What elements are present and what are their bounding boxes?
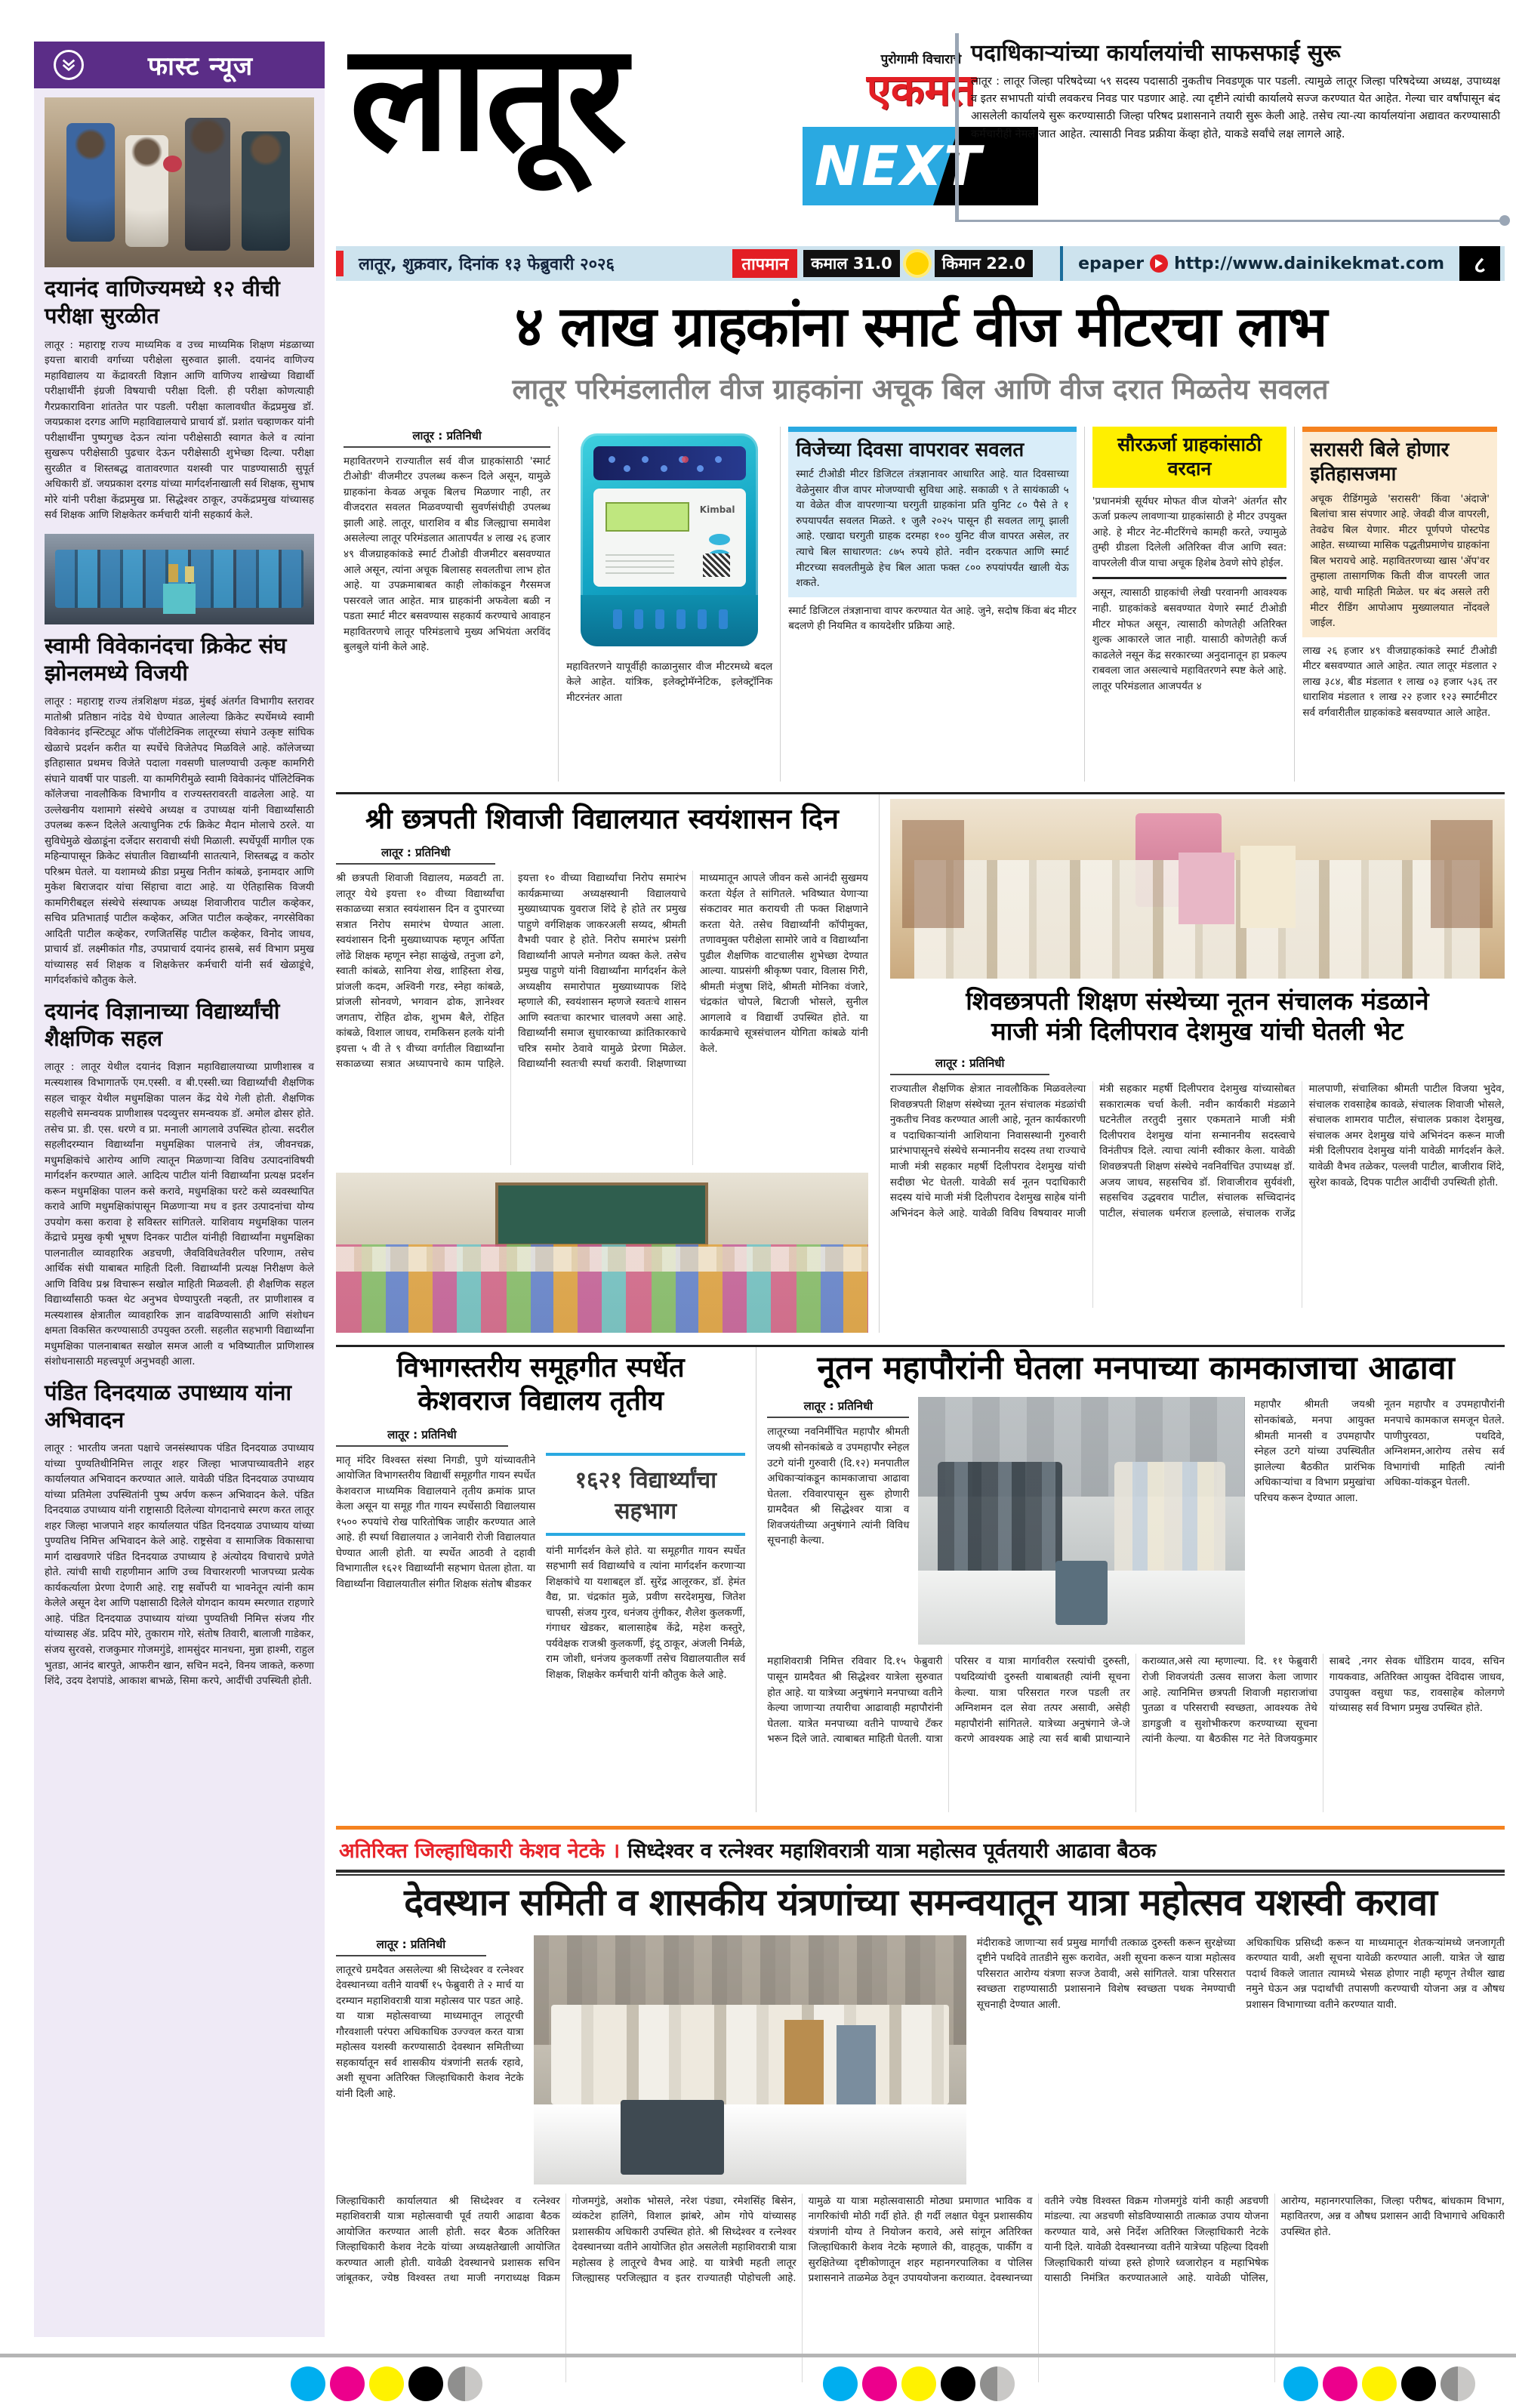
fast-news-title: फास्ट न्यूज	[147, 51, 254, 82]
epaper-url[interactable]: http://www.dainikekmat.com	[1174, 254, 1444, 273]
kicker-subject: सिध्देश्वर व रत्नेश्वर महाशिवरात्री यात्रा महोत्सव पूर्वतयारी आढावा बैठक	[627, 1839, 1157, 1864]
lead-story-columns	[336, 427, 1505, 782]
devasthan-kicker	[336, 1826, 1505, 1868]
lead-subhead: लातूर परिमंडलातील वीज ग्राहकांना अचूक बिल आणि वीज दरात मिळतेय सवलत	[512, 372, 1329, 405]
section-samuh-and-mayor	[336, 1345, 1505, 1812]
bhet-dateline: लातूर : प्रतिनिधी	[890, 1054, 1050, 1075]
cyan-dot	[1283, 2366, 1318, 2401]
infobox-day-discount-title: विजेच्या दिवसा वापरावर सवलत	[796, 438, 1025, 461]
samuhgeet-headline: विभागस्तरीय समूहगीत स्पर्धेत केशवराज विद्यालय तृतीय	[396, 1352, 685, 1417]
bhet-body: राज्यातील शैक्षणिक क्षेत्रात नावलौकिक मिळवलेल्या शिवछत्रपती शिक्षण संस्थेच्या नूतन संचालक मंडळांची नुकतीच निवड करण्यात आली आहे, नूतन कार्यकारणी व पदाधिकाऱ्यांनी आशियाना निवासस्थानी गुरुवारी प्रारंभापासूनचे संस्थेचे सन्माननीय सदस्य तथा राज्याचे माजी मंत्री सहकार महर्षी दिलीपराव देशमुख यांची सदीछा भेट घेतली. यावेळी सर्व नूतन पदाधिकारी सदस्य यांचे माजी मंत्री दिलीपराव देशमुख साहेब यांनी अभिनंदन केले आहे. यावेळी विविध विषयावर माजी मंत्री सहकार महर्षी दिलीपराव देशमुख यांच्यासोबत सकारात्मक चर्चा केली. नवीन कार्यकारी मंडळाने घटनेतील तरतुदी नुसार एकमताने माजी मंत्री दिलीपराव देशमुख यांना सन्माननीय सदस्त्वाचे विनंतीपत्र दिले. त्याचा त्यांनी स्वीकार केला. यावेळी शिवछत्रपती शिक्षण संस्थेचे नवनिर्वाचित उपाध्यक्ष डॉ. अजय जाधव, सहसचिव डॉ. शिवाजीराव सुर्यवंशी, सहसचिव उद्धवराव पाटील, संचालक सच्चिदानंद पाटील, संचालक धर्मराज हल्लाळे, संचालक राजेंद्र मालपाणी, संचालिका श्रीमती पाटील विजया भुदेव, संचालक रावसाहेब कावळे, संचालक शिवाजी भोसले, संचालक शामराव पाटील, संचालक प्रकाश देशमुख, संचालक अमर देशमुख यांचे अभिनंदन करून माजी मंत्री दिलीपराव देशमुख यांनी यावेळी मार्गदर्शन केले. यावेळी वैभव तळेकर, पल्लवी पाटील, बाजीराव शिंदे, सुरेश कावळे, दिपक पाटील आदींची उपस्थिती होती.	[889, 1083, 1505, 1219]
mayor-headline: नूतन महापौरांनी घेतला मनपाच्या कामकाजाचा आढावा	[817, 1349, 1455, 1388]
infobox-day-discount-body: स्मार्ट टीओडी मीटर डिजिटल तंत्रज्ञानावर आधारित आहे. यात दिवसाच्या वेळेनुसार वीज वापर मोजण्याची सुविधा आहे. सकाळी ९ ते सायंकाळी ५ या वेळेत वीज वापरणाऱ्या घरगुती ग्राहकांना प्रति युनिट ८० पैसे ते १ रुपयापर्यंत सवलत मिळते. १ जुलै २०२५ पासून ही सवलत लागू झाली आहे. एखादा घरगुती ग्राहक दरमहा १०० युनिट वीज वापरत असेल, तर त्याचे बिल साधारणत: ८७५ रुपये होते. नवीन दरकपात आणि स्मार्ट मीटरच्या सवलतीमुळे हेच बिल आता फक्त ८०० रुपयांपर्यंत खाली येऊ शकते.	[796, 468, 1069, 590]
exam-centre-photo	[45, 97, 314, 267]
devasthan-colR2: अधिकाधिक प्रसिध्दी करून या माध्यमातून शेतकऱ्यांमध्ये जनजागृती करण्यात यावी, अशी सूचना यावेळी करण्यात आली. यात्रेत जे खाद्य पदार्थ विकले जातात त्यामध्ये भेसळ होणार नाही म्हणून तेथील खाद्य नमुने घेऊन अन्न पदार्थांची तपासणी करण्याची योजना अन्न व औषध प्रशासन विभागाच्या वतीने करण्यात यावी.	[1246, 1936, 1505, 2011]
sidebar-article-body-1: लातूर : महाराष्ट्र राज्य माध्यमिक व उच्च माध्यमिक शिक्षण मंडळाच्या इयत्ता बारावी वर्गाच्या परीक्षेला सुरुवात झाली. दयानंद वाणिज्य महाविद्यालय या केंद्रावरती विज्ञान आणि वाणिज्य शाखेच्या विद्यार्थी परीक्षार्थींनी इंग्रजी विषयाची परीक्षा दिली. ही परीक्षा कोणत्याही गैरप्रकाराविना शांततेत पार पडली. परीक्षा कालावधीत केंद्रप्रमुख डॉ. जयप्रकाश दरगड आणि महाविद्यालयाचे प्राचार्य डॉ. प्रशांत चव्हाणकर यांनी परीक्षार्थींना पुष्पगुच्छ देऊन त्यांना परीक्षेसाठी स्वागत केले व त्यांना सुखरूप परीक्षेसाठी पुढचार देऊन परीक्षेसाठी शुभेच्छा दिल्या. परीक्षा सुरळीत व शिस्तबद्ध वातावरणात यशस्वी पार पाडण्यासाठी सुपूर्त अधिकारी डॉ. जयप्रकाश दरगड यांच्या मार्गदर्शनाखाली सर्व शिक्षक, सुभाष मोरे यांनी परीक्षा केंद्रप्रमुख प्रा. सिद्धेश्वर ठाकूर, उपकेंद्रप्रमुख यांच्यासह सर्व शिक्षक आणि शिक्षकेतर कर्मचारी यांनी सहकार्य केले.	[45, 338, 314, 522]
lead-body-col1: महावितरणने राज्यातील सर्व वीज ग्राहकांसाठी 'स्मार्ट टीओडी' वीजमीटर उपलब्ध करून दिले असून, यामुळे ग्राहकांना केवळ अचूक बिलच मिळणार नाही, तर वीजदरात सवलत मिळवण्याची सुवर्णसंधीही उपलब्ध झाली आहे. लातूर, धाराशिव व बीड जिल्ह्याचा समावेश असलेल्या लातूर परिमंडलात आतापर्यंत ४ लाख २६ हजार ४९ वीजग्राहकांकडे स्मार्ट टीओडी वीजमीटर बसवण्यात आले असून, त्यांना अचूक बिलासह सवलतीचा लाभ होत आहे. या उपक्रमाबाबत काही लोकांकडून गैरसमज पसरवले जात आहेत. मात्र ग्राहकांनी अफवेला बळी न पडता स्मार्ट मीटर बसवण्यास सहकार्य करण्याचे आवाहन महावितरणचे लातूर परिमंडलाचे मुख्य अभियंता अरविंद बुलबुले यांनी केले आहे.	[344, 455, 551, 654]
devasthan-headline: देवस्थान समिती व शासकीय यंत्रणांच्या समन्वयातून यात्रा महोत्सव यशस्वी करावा	[404, 1881, 1437, 1925]
gray-dot	[448, 2366, 482, 2401]
devasthan-body-bottom: जिल्हाधिकारी कार्यालयात श्री सिध्देश्वर व रत्नेश्वर महाशिवरात्री यात्रा महोत्सवाची पूर्व तयारी आढावा बैठक आयोजित करण्यात आली होती. सदर बैठक अतिरिक्त जिल्हाधिकारी केशव नेटके यांच्या अध्यक्षतेखाली आयोजित करण्यात आली होती. यावेळी देवस्थानचे प्रशासक सचिन जांबूतकर, ज्येष्ठ विश्वस्त तथा माजी नगराध्यक्ष विक्रम गोजमगुंडे, अशोक भोसले, नरेश पंड्या, रमेशसिंह बिसेन, व्यंकटेश हालिंगे, विशाल झांबरे, ओम गोपे यांच्यासह प्रशासकीय अधिकारी उपस्थित होते. श्री सिध्देश्वर व रत्नेश्वर देवस्थानच्या वतीने आयोजित होत असलेली महाशिवरात्री यात्रा महोत्सव हे लातूरचे वैभव आहे. या यात्रेची महती लातूर जिल्ह्यासह परजिल्ह्यात व इतर राज्यातही पोहोचली आहे. यामुळे या यात्रा महोत्सवासाठी मोठ्या प्रमाणात भाविक व नागरिकांची मोठी गर्दी होते. ही गर्दी लक्षात घेवून प्रशासकीय यंत्रणांनी योग्य ते नियोजन करावे, असे सांगून अतिरिक्त जिल्हाधिकारी केशव नेटके म्हणाले की, वाहतूक, पार्कींग व सुरक्षितेच्या दृष्टीकोणातून शहर महानगरपालिका व पोलिस प्रशासनाने ताळमेळ ठेवून उपाययोजना कराव्यात. देवस्थानच्या वतीने ज्येष्ठ विश्वस्त विक्रम गोजमगुंडे यांनी काही अडचणी मांडल्या. त्या अडचणी सोडविण्यासाठी तात्काळ उपाय योजना करण्यात यावे, असे निर्देश अतिरिक्त जिल्हाधिकारी नेटके यानी दिले. यावेळी देवस्थानच्या वतीने यात्रेच्या पहिल्या दिवशी जिल्हाधिकारी यांच्या हस्ते होणारे ध्वजारोहन व महाभिषेक यासाठी निमंत्रित करण्यातआले आहे. यावेळी पोलिस, आरोग्य, महानगरपालिका, जिल्हा परीषद, बांधकाम विभाग, महावितरण, अन्न व औषध प्रशासन आदी विभागाचे अधिकारी उपस्थित होते.	[336, 2194, 1505, 2285]
infobox-solar-title: सौरऊर्जा ग्राहकांसाठी वरदान	[1092, 427, 1287, 488]
next-logo-text: NEXT	[815, 134, 983, 198]
infobox-solar-body: 'प्रधानमंत्री सूर्यघर मोफत वीज योजने' अंतर्गत सौर ऊर्जा प्रकल्प लावणाऱ्या ग्राहकांसाठी हे मीटर उपयुक्त आहे. हे मीटर नेट-मीटरिंगचे कामही करते, ज्यामुळे तुम्ही ग्रीडला दिलेली अतिरिक्त वीज आणि स्वत: वापरलेली वीज याचा अचूक हिशेब ठेवणे सोपे होईल.	[1092, 495, 1287, 569]
temperature-max: कमाल 31.0	[803, 250, 900, 277]
yellow-dot	[369, 2366, 404, 2401]
top-right-brief-title: पदाधिकाऱ्यांच्या कार्यालयांची साफसफाई सुरू	[971, 40, 1341, 66]
edition-date: लातूर, शुक्रवार, दिनांक १३ फेब्रुवारी २०२६	[359, 255, 615, 274]
devasthan-colR1: मंदीराकडे जाणाऱ्या सर्व प्रमुख मार्गांची तत्काळ दुरुस्ती करून सुरक्षेच्या दृष्टीने पथदिवे तातडीने सुरू करावेत, अशी सूचना करून यात्रा महोत्सव परिसरात आरोग्य यंत्रणा सज्ज ठेवावी, असे सांगितले. यात्रा परिसरात स्वच्छता राहण्यासाठी प्रशासनाने विशेष स्वच्छता पथक नेमण्याची सूचनाही देण्यात आली.	[976, 1936, 1236, 2011]
samuhgeet-story	[336, 1347, 756, 1812]
top-right-brief-body: लातूर : लातूर जिल्हा परिषदेच्या ५९ सदस्य पदासाठी नुकतीच निवडणूक पार पडली. त्यामुळे लातूर जिल्हा परिषदेच्या अध्यक्ष, उपाध्यक्ष व इतर सभापती यांची लवकरच निवड पार पडणार आहे. त्या दृष्टीने त्यांची कार्यालये सज्ज करण्यात येत आहेत. गेल्या चार वर्षांपासून बंद आसलेली कार्यालये सुरू करण्यासाठी जिल्हा परिषद प्रशासनाने तयारी सुरू केली आहे. तसेच त्या-त्या कार्यालयांना अद्यावत करण्यासाठी कर्मचारीही नेमले जात आहेत. त्यासाठी निवड प्रक्रीया केंव्हा होते, याकडे सर्वांचे लक्ष लागले आहे.	[971, 76, 1500, 140]
kicker-separator: ।	[612, 1839, 621, 1864]
cyan-dot	[291, 2366, 325, 2401]
sidebar-article-title-2: स्वामी विवेकानंदचा क्रिकेट संघ झोनलमध्ये विजयी	[45, 632, 287, 686]
devasthan-col1: लातूरचे ग्रमदैवत असलेल्या श्री सिध्देश्वर व रत्नेश्वर देवस्थानच्या वतीने यावर्षी १५ फेब्रुवारी ते २ मार्च या दरम्यान महाशिवरात्री यात्रा महोत्सव पार पडत आहे. या यात्रा महोत्सवाच्या माध्यमातून लातूरची गौरवशाली परंपरा अधिकाधिक उज्ज्वल करत यात्रा महोत्सव यशस्वी करण्यासाठी देवस्थान समितीच्या सहकार्यातून सर्व शासकीय यंत्रणांनी सतर्क रहावे, अशी सूचना अतिरिक्त जिल्हाधिकारी केशव नेटके यांनी दिली आहे.	[336, 1963, 524, 2100]
school-story	[336, 794, 880, 1333]
gray-dot	[980, 2366, 1015, 2401]
sidebar-article-title-4: पंडित दिनदयाळ उपाध्याय यांना अभिवादन	[45, 1379, 291, 1433]
bhet-story	[880, 794, 1505, 1333]
school-dateline: लातूर : प्रतिनिधी	[336, 843, 495, 865]
samuhgeet-col2: यांनी मार्गदर्शन केले होते. या समूहगीत गायन स्पर्धेत सहभागी सर्व विद्यार्थ्यांचे व त्यांना मार्गदर्शन करणाऱ्या शिक्षकांचे या यशाबद्दल डॉ. सुरेंद्र आलूरकर, डॉ. हेमंत वैद्य, प्रा. चंद्रकांत मुळे, प्रवीण सरदेशमुख, जितेश चापसी, संजय गुरव, धनंजय तुंगीकर, शैलेश कुलकर्णी, गंगाधर खेडकर, बालासाहेब केंद्रे, महेश कस्तुरे, पर्यवेक्षक राजश्री कुलकर्णी, इंदू ठाकूर, अंजली निर्मळे, राम जोशी, धनंजय कुलकर्णी तसेच विद्यालयातील सर्व शिक्षक, शिक्षकेर कर्मचारी यांनी कौतुक केले आहे.	[546, 1544, 746, 1681]
samuhgeet-dateline: लातूर : प्रतिनिधी	[336, 1426, 508, 1447]
mayor-story	[756, 1347, 1505, 1812]
black-dot	[941, 2366, 975, 2401]
masthead	[336, 12, 1505, 246]
sidebar-article-title-3: दयानंद विज्ञानाच्या विद्यार्थ्यांची शैक्षणिक सहल	[45, 997, 280, 1052]
devasthan-story	[336, 1826, 1505, 2382]
sidebar-article-body-3: लातूर : लातूर येथील दयानंद विज्ञान महाविद्यालयाच्या प्राणीशास्त्र व मत्स्यशास्त्र विभागातर्फे एम.एस्सी. व बी.एस्सी.च्या विद्यार्थ्यांची शैक्षणिक सहल चाकूर येथील मधुमक्षिका पालन केंद्र येथे गेली होती. शैक्षणिक सहलीचे समन्वयक प्राणीशास्त्र पदव्युत्तर समन्वयक डॉ. अमोल ढोसर होते. तसेच प्रा. डी. एस. धरणे व प्रा. मनाली आगलावे उपस्थित होत्या. सदरील सहलीदरम्यान विद्यार्थ्यांना मधुमक्षिका पालनाचे तंत्र, जीवनचक्र, मधुमक्षिकांचे आरोग्य आणि त्यातून मिळणाऱ्या विविध उत्पादनांविषयी मार्गदर्शन करण्यात आले. आदित्य पाटील यांनी विद्यार्थ्यांना प्रत्यक्ष प्रदर्शन करून मधुमक्षिका पालन कसे करावे, मधुमक्षिका घरटे कसे व्यवस्थापित करावे आणि मधुमक्षिकांपासून मिळणाऱ्या मध व इतर उत्पादनांचा योग्य उपयोग कसा करावा हे सविस्तर सांगितले. याशिवाय मधुमक्षिका पालन केंद्राचे प्रमुख कृषी भूषण दिनकर पाटील यांनीही विद्यार्थ्यांना मधुमक्षिका पालनातील व्यावहारिक अडचणी, जैवविविधतेवरील परिणाम, तसेच आर्थिक संधी याबाबत माहिती दिली. विद्यार्थ्यांनी प्रत्यक्ष निरीक्षण केले आणि विविध प्रश्न विचारून सखोल माहिती मिळवली. ही शैक्षणिक सहल विद्यार्थ्यांसाठी फक्त थेट अनुभव घेण्यापुरती नव्हती, तर प्राणीशास्त्र व मत्स्यशास्त्र क्षेत्रातील व्यावहारिक ज्ञान वाढविण्यासाठी आणि संशोधन क्षमता विकसित करण्यासाठी उपयुक्त ठरली. सहलीत सहभागी विद्यार्थ्यांना मधुमक्षिका पालनाबाबत सखोल समज आली व भविष्यातील प्राणिशास्त्र संशोधनासाठी महत्त्वपूर्ण अनुभवही आला.	[45, 1061, 314, 1368]
sidebar-article-body-4: लातूर : भारतीय जनता पक्षाचे जनसंस्थापक पंडित दिनदयाळ उपाध्याय यांच्या पुण्यतिथीनिमित्त लातूर शहर जिल्हा भाजपाच्यावतीने शहर कार्यालयात अभिवादन करण्यात आले. यावेळी पंडित दिनदयाळ उपाध्याय यांच्या प्रतिमेला उपस्थितांनी पुष्प अर्पण करून अभिवादन केले. पंडित दिनदयाळ उपाध्याय यांनी राष्ट्रासाठी दिलेल्या योगदानाचे स्मरण करत लातूर शहर जिल्हा भाजपाने शहर कार्यालयात पंडित दिनदयाळ उपाध्याय यांच्या पुण्यतिथ निमित्त अभिवादन केले आहे. राष्ट्रसेवा व सामाजिक विकासाचा मार्ग दाखवणारे पंडित दिनदयाळ उपाध्याय हे अंत्योदय विचाराचे प्रणेते होते. त्यांची साधी राहणीमान आणि उच्च विचारशरणी भाजपच्या प्रत्येक कार्यकर्त्याला प्रेरणा देणारी आहे. राष्ट्र सर्वोपरी या भावनेतून त्यांनी काम केलेले असून देश आणि पक्षासाठी दिलेले योगदान कायम स्मरणात राहणारे आहे. पंडित दिनदयाळ उपाध्याय यांच्या पुण्यतिथी निमित्त संजय गीर यांच्यासह ॲड. प्रदिप मोरे, तुकाराम गोरे, संतोष तिवारी, बालाजी गाडेकर, संजय सुरवसे, राजकुमार गोजमगुंडे, शामसुंदर मानधना, मुन्ना हाश्मी, राहुल भुतडा, आनंद बारपुते, आफरीन खान, सचिन मदने, विनय जाकते, करुणा शिंदे, उदय देशपांडे, आकाश बाभळे, सिमा करपे, आदींची उपस्थिती होती.	[45, 1442, 314, 1688]
mayor-meeting-photo	[918, 1397, 1245, 1645]
gray-dot	[1441, 2366, 1475, 2401]
black-dot	[408, 2366, 443, 2401]
sidebar-article-body-2: लातूर : महाराष्ट्र राज्य तंत्रशिक्षण मंडळ, मुंबई अंतर्गत विभागीय स्तरावर मातोश्री प्रतिष्ठान नांदेड येथे घेण्यात आलेल्या क्रिकेट स्पर्धेमध्ये स्वामी विवेकानंद इन्स्टिट्यूट ऑफ पॉलीटेक्निक लातूरच्या संघाने उत्कृष्ट सांघिक खेळाचे प्रदर्शन करीत या स्पर्धेचे विजेतेपद मिळविले आहे. कॉलेजच्या इतिहासात प्रथमच विजेते पदाला गवसणी घालण्याची उत्कृष्ट कामगिरी संघाने यावर्षी पार पाडली. या कामगिरीमुळे स्वामी विवेकानंद पॉलिटेक्निक कॉलेजचा नावलौकिक विभागीय व राज्यस्तरावरती वाढलेला आहे. या उल्लेखनीय यशामागे संस्थेचे अध्यक्ष व उपाध्यक्ष यांनी विद्यार्थ्यांसाठी उपलब्ध करून दिलेले अत्याधुनिक टर्फ क्रिकेट मैदान मोलाचे ठरले. या सुविधेमुळे खेळाडूंना दर्जेदार सरावाची संधी मिळाली. स्पर्धेपूर्वी मागील एक महिन्यापासून क्रिकेट संघातील विद्यार्थ्यांनी सातत्याने, शिस्तबद्ध व कठोर परिश्रम घेतले. या यशामध्ये क्रीडा प्रमुख नितीन कांबळे, इनामदार आणि मुकेश बिराजदार यांचा सिंहाचा वाटा आहे. या ऐतिहासिक विजयी कामगिरीबद्दल संस्थेचे संस्थापक अध्यक्ष शिवाजीराव पाटील कव्हेकर, सचिव प्रतिभाताई पाटील कव्हेकर, अजित पाटील कव्हेकर, नगरसेविका आदिती पाटील कव्हेकर, रणजितसिंह पाटील कव्हेकर, विनोद जाधव, प्राचार्य डॉ. लक्ष्मीकांत गौड, उपप्राचार्य दयानंद हासबे, सर्व विभाग प्रमुख यांच्यासह सर्व शिक्षक व शिक्षकेत्तर कर्मचारी यांनी सर्व खेळाडूंचे, मार्गदर्शकांचे कौतुक केले.	[45, 695, 314, 987]
lead-headline: ४ लाख ग्राहकांना स्मार्ट वीज मीटरचा लाभ	[514, 294, 1326, 359]
magenta-dot	[330, 2366, 365, 2401]
epaper-label: epaper	[1078, 254, 1145, 273]
cmyk-marks-left	[291, 2366, 482, 2401]
infobox-day-discount	[788, 427, 1076, 597]
top-right-brief	[955, 33, 1505, 222]
double-rule	[336, 1870, 1505, 1876]
school-headline: श्री छत्रपती शिवाजी विद्यालयात स्वयंशासन दिन	[365, 802, 839, 835]
meter-photo-caption: महावितरणने यापूर्वीही काळानुसार वीज मीटरमध्ये बदल केले आहेत. यांत्रिक, इलेक्ट्रोमॅग्नेटिक, इलेक्ट्रॉनिक मीटरनंतर आता	[566, 660, 773, 704]
school-group-photo	[336, 1173, 868, 1333]
lead-body-after-yellow: असून, त्यासाठी ग्राहकांची लेखी परवानगी आवश्यक नाही. ग्राहकांकडे बसवण्यात येणारे स्मार्ट टीओडी मीटर मोफत असून, त्यासाठी कोणतेही अतिरिक्त शुल्क आकारले जात नाही. यासाठी कोणतेही कर्ज काढलेले नसून केंद्र सरकारच्या अनुदानातून हा प्रकल्प राबवला जात असल्याचे महावितरणने स्पष्ट केले आहे. लातूर परिमंडलात आजपर्यंत ४	[1092, 577, 1287, 694]
fast-news-header	[34, 42, 325, 88]
infobox-average-bills-body: अचूक रीडिंगमुळे 'सरासरी' किंवा 'अंदाजे' बिलांचा त्रास संपणार आहे. जेवढी वीज वापरली, तेवढेच बिल येणार. मीटर पूर्णपणे पोस्टपेड आहेत. सध्याच्या मासिक पद्धतीप्रमाणेच ग्राहकांना बिल भरायचे आहे. महावितरणच्या खास 'ॲप'वर तुम्हाला तासागणिक किती वीज वापरली जात आहे, याची माहिती मिळेल. घर बंद असले तरी मीटर रीडिंग आपोआप मुख्यालयात नोंदवले जाईल.	[1310, 492, 1490, 630]
lead-body-after-cream: लाख २६ हजार ४९ वीजग्राहकांकडे स्मार्ट टीओडी मीटर बसवण्यात आले आहेत. त्यात लातूर मंडलात २ लाख ३८४, बीड मंडलात १ लाख ०३ हजार ५३६ तर धाराशिव मंडलात १ लाख २२ हजार १२३ स्मार्टमीटर सर्व वर्गवारीतील ग्राहकांकडे बसवण्यात आले आहेत.	[1302, 644, 1497, 719]
temperature-label: तापमान	[732, 249, 797, 278]
sidebar-article-title-1: दयानंद वाणिज्यमध्ये १२ वीची परीक्षा सुरळीत	[45, 276, 280, 329]
sun-icon	[906, 252, 929, 275]
lead-dateline: लातूर : प्रतिनिधी	[344, 427, 550, 448]
cmyk-marks-center	[823, 2366, 1015, 2401]
page-number-badge: ८	[1459, 246, 1500, 281]
infobox-average-bills-title: सरासरी बिले होणार इतिहासजमा	[1310, 438, 1450, 486]
mayor-dateline: लातूर : प्रतिनिधी	[767, 1397, 909, 1418]
yellow-dot	[1362, 2366, 1397, 2401]
mayor-col1: लातूरच्या नवनिर्मींचित महापौर श्रीमती जयश्री सोनकांबळे व उपमहापौर स्नेहल उटगे यांनी गुरुवारी (दि.१२) मनपातील अधिकाऱ्यांकडून कामकाजाचा आढावा घेतला. रविवारपासून सुरू होणारी ग्रामदैवत श्री सिद्धेश्वर यात्रा व शिवजयंतीच्या अनुषंगाने त्यांनी विविध सूचनाही केल्या.	[767, 1426, 910, 1547]
cmyk-marks-right	[1283, 2366, 1475, 2401]
meter-brand-label: Kimbal	[699, 504, 735, 515]
temperature-min: किमान 22.0	[935, 250, 1033, 277]
magenta-dot	[862, 2366, 897, 2401]
black-dot	[1401, 2366, 1436, 2401]
chevron-double-down-icon	[54, 50, 84, 80]
cricket-team-photo	[45, 534, 314, 624]
fast-news-sidebar	[34, 42, 325, 2337]
section-school-and-bhet	[336, 792, 1505, 1333]
lead-body-after-blue: स्मार्ट डिजिटल तंत्रज्ञानाचा वापर करण्यात येत आहे. जुने, सदोष किंवा बंद मीटर बदलणे ही नियमित व कायदेशीर प्रक्रिया आहे.	[788, 604, 1077, 633]
city-logo: लातूर	[350, 12, 624, 184]
brand-tagline: पुरोगामी विचाराचे	[880, 52, 962, 67]
school-body: श्री छत्रपती शिवाजी विद्यालय, मळवटी ता. लातूर येथे इयत्ता १० वीच्या विद्यार्थ्यांचा सकाळच्या सत्रात स्वयंशासन दिन व दुपारच्या सत्रात निरोप समारंभ घेण्यात आला. स्वयंशासन दिनी मुख्याध्यापक म्हणून अर्पिता लोंढे शिक्षक म्हणून स्नेहा साळुंखे, तनुजा ढगे, स्वाती कांबळे, सानिया शेख, शाहिस्ता शेख, प्रांजली कदम, अश्विनी गरड, स्नेहा कांबळे, प्रांजली सोनवणे, भगवान ढोक, ज्ञानेश्वर जगताप, रोहित ढोक, शुभम बैले, रोहित कांबळे, विशाल जाधव, रामकिसन हलके यांनी इयत्ता ५ वी ते ९ वीच्या वर्गातील विद्यार्थ्यांना सकाळच्या सत्रात अध्यापनाचे काम पाहिले. इयत्ता १० वीच्या विद्यार्थ्यांचा निरोप समारंभ कार्यक्रमाच्या अध्यक्षस्थानी विद्यालयाचे मुख्याध्यापक युवराज शिंदे हे होते तर प्रमुख पाहुणे वर्गशिक्षक जाकरअली सय्यद, श्रीमती वैभवी पवार हे होते. निरोप समारंभ प्रसंगी विद्यार्थ्यांनी आपले मनोगत व्यक्त केले. तसेच प्रमुख पाहुणे यांनी विद्यार्थ्यांना मार्गदर्शन केले अध्यक्षीय समारोपात मुख्याध्यापक शिंदे म्हणाले की, स्वयंशासन म्हणजे स्वतःचे शासन आणि स्वतःचा कारभार चालवणे असा आहे. विद्यार्थ्यांनी समाज सुधारकाच्या क्रांतिकारकाचे चरित्र समोर ठेवावे यामुळे प्रेरणा मिळेल. विद्यार्थ्यांनी स्वतःची स्पर्धा करावी. शिक्षणाच्या माध्यमातून आपले जीवन कसे आनंदी सुखमय करता येईल ते सांगितले. भविष्यात येणाऱ्या संकटावर मात करायची ती फक्त शिक्षणाने करता येते. तसेच विद्यार्थ्यांनी कॉपीमुक्त, तणावमुक्त परीक्षेला सामोरे जावे व विद्यार्थ्यांना पुढील शैक्षणिक वाटचालीस शुभेच्छा देण्यात आल्या. याप्रसंगी श्रीकृष्ण पवार, विलास गिरी, श्रीमती मंजुषा शिंदे, श्रीमती मोनिका वंजारे, चंद्रकांत चोपले, बिटाजी भोसले, सुनील आगलावे व विद्यार्थी उपस्थित होते. या कार्यक्रमाचे सूत्रसंचालन योगिता कांबळे यांनी केले.	[336, 872, 868, 1071]
date-accent-mark	[336, 251, 344, 276]
epaper-link-icon	[1150, 254, 1168, 273]
kicker-officer-name: अतिरिक्त जिल्हाधिकारी केशव नेटके	[339, 1839, 605, 1864]
ekmat-logo: एकमत	[866, 64, 976, 116]
cyan-dot	[823, 2366, 858, 2401]
smart-meter-photo	[566, 427, 772, 653]
deshmukh-meeting-photo	[890, 799, 1505, 979]
press-registration-footer	[0, 2354, 1516, 2402]
infobox-average-bills	[1302, 427, 1497, 637]
mayor-colR1: महापौर श्रीमती जयश्री सोनकांबळे, मनपा आयुक्त श्रीमती मानसी व उपमहापौर स्नेहल उटगे यांच्या उपस्थितीत झालेल्या बैठकीत प्रारंभिक अधिकाऱ्यांचा व विभाग प्रमुखांचा परिचय करून देण्यात आला.	[1254, 1398, 1376, 1504]
bhet-headline: शिवछत्रपती शिक्षण संस्थेच्या नूतन संचालक मंडळाने माजी मंत्री दिलीपराव देशमुख यांची घेतली भेट	[966, 985, 1429, 1047]
samuhgeet-col1: मातृ मंदिर विश्वस्त संस्था निगडी, पुणे यांच्यावतीने आयोजित विभागस्तरीय विद्यार्थी समूहगीत गायन स्पर्धेत केशवराज माध्यमिक विद्यालयाने तृतीय क्रमांक प्राप्त केला असून या समूह गीत गायन स्पर्धेसाठी विद्यालयास १५०० रुपयांचे रोख पारितोषिक जाहीर करण्यात आले आहे. ही स्पर्धा विद्यालयात ३ जानेवारी रोजी विद्यालयात घेण्यात आली होती. या स्पर्धेत आठवी ते दहावी विभागातील १६२१ विद्यार्थ्यांनी सहभाग घेतला होता. या विद्यार्थ्यांना विद्यालयातील संगीत शिक्षक संतोष बीडकर	[336, 1454, 536, 1590]
mayor-body-bottom: महाशिवरात्री निमित्त रविवार दि.१५ फेब्रुवारी पासून ग्रामदैवत श्री सिद्धेश्वर यात्रेला सुरुवात होत आहे. या यात्रेच्या अनुषंगाने मनपाच्या वतीने केल्या जाणाऱ्या तयारीचा आढावाही महापौरांनी घेतला. यात्रेत मनपाच्या वतीने पाण्याचे टँकर भरून दिले जाते. त्याबाबत माहिती घेतली. यात्रा परिसर व यात्रा मार्गावरील रस्त्यांची दुरुस्ती, पथदिव्यांची दुरुस्ती याबाबतही त्यांनी सूचना केल्या. यात्रा परिसरात गरज पडली तर अग्निशमन दल सेवा तत्पर असावी, असेही महापौरांनी सांगितले. यात्रेच्या अनुषंगाने जे-जे करणे आवश्यक आहे त्या सर्व बाबी प्राधान्याने कराव्यात,असे त्या म्हणाल्या. दि. ११ फेब्रुवारी रोजी शिवजयंती उत्सव साजरा केला जाणार आहे. त्यानिमित्त छत्रपती शिवाजी महाराजांचा पुतळा व परिसराची स्वच्छता, आवश्यक तेथे डागडुजी व सुशोभीकरण करण्याच्या सूचना त्यांनी केल्या. या बैठकीस गट नेते विजयकुमार साबदे ,नगर सेवक धोंडिराम यादव, सचिन गायकवाड, अतिरिक्त आयुक्त देविदास जाधव, उपायुक्त वसुधा फड, रावसाहेब कोलगणे यांच्यासह सर्व विभाग प्रमुख उपस्थित होते.	[767, 1655, 1505, 1746]
devasthan-meeting-photo	[534, 1935, 966, 2184]
mayor-colR2: नूतन महापौर व उपमहापौरांनी मनपाचे कामकाज समजून घेतले. पाणीपुरवठा, पथदिवे, अग्निशमन,आरोग्य तसेच सर्व विभागांची माहिती त्यांनी अधिका-यांकडून घेतली.	[1384, 1398, 1505, 1489]
magenta-dot	[1323, 2366, 1357, 2401]
devasthan-dateline: लातूर : प्रतिनिधी	[336, 1935, 486, 1956]
date-weather-bar	[336, 246, 1505, 281]
participation-inset-box: १६२१ विद्यार्थ्यांचा सहभाग	[546, 1453, 745, 1536]
yellow-dot	[901, 2366, 936, 2401]
